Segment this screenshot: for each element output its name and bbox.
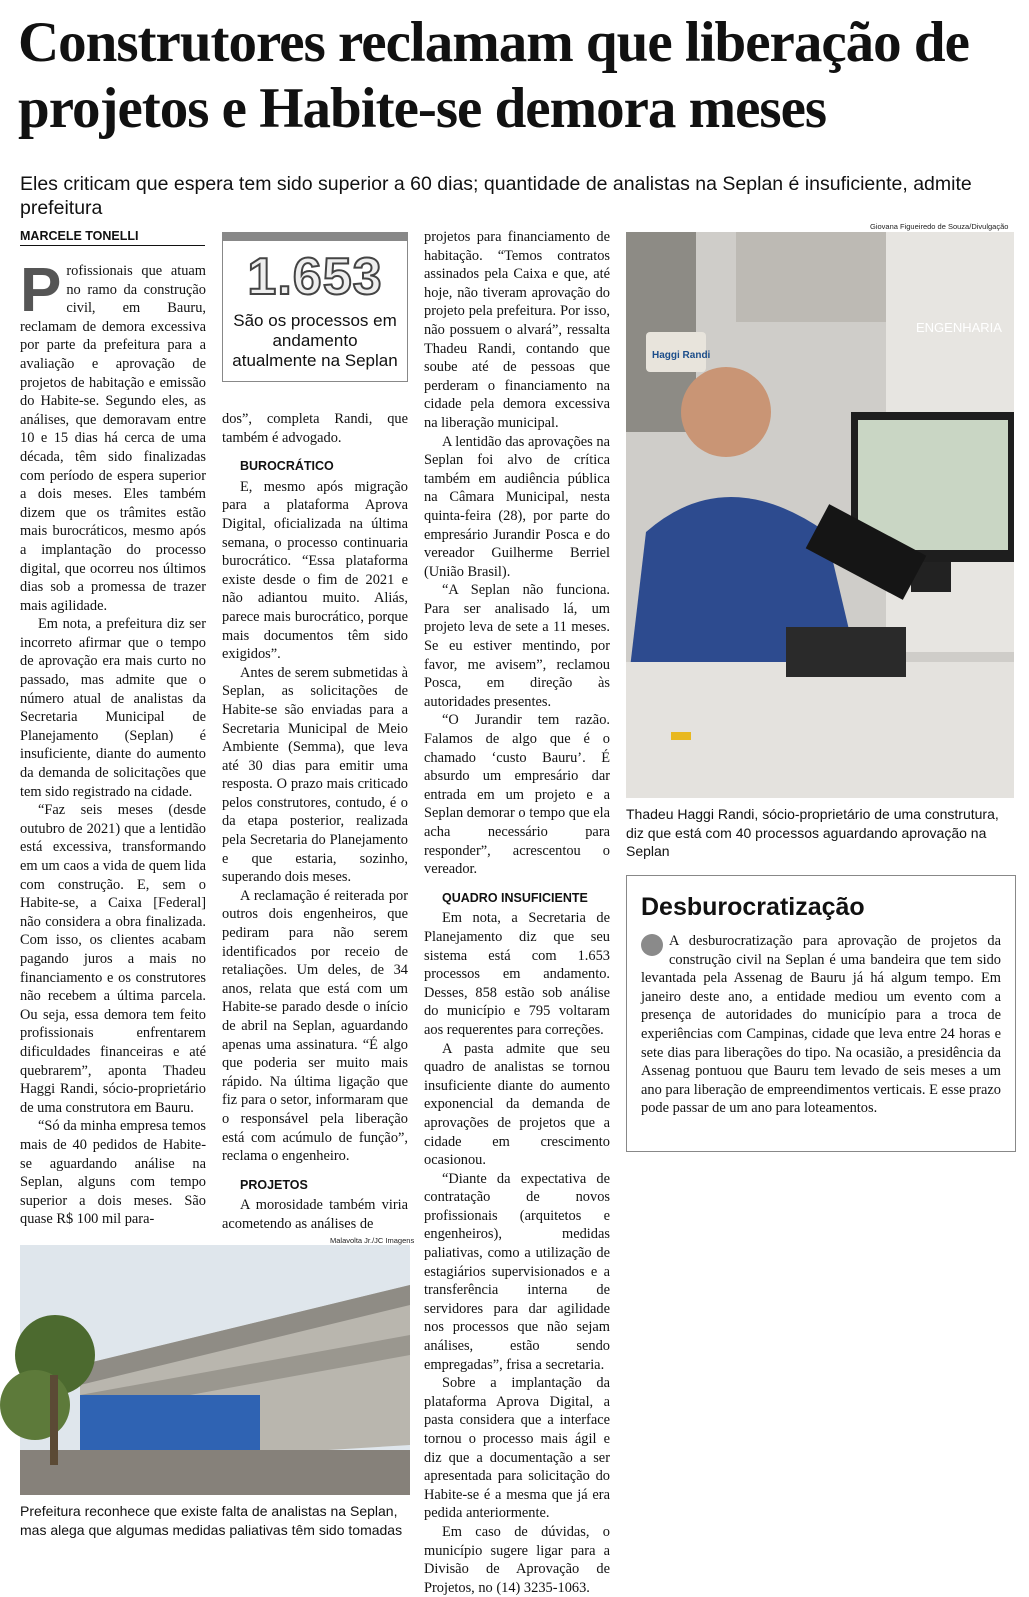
article-column-3 (424, 228, 610, 1597)
section-heading-projetos: PROJETOS (240, 1177, 308, 1192)
caption-top: Thadeu Haggi Randi, sócio-proprietário de uma construtura, diz que está com 40 processos aguardando aprovação na Seplan (626, 806, 999, 859)
byline: MARCELE TONELLI (20, 229, 205, 246)
photo-credit-top: Giovana Figueiredo de Souza/Divulgação (870, 222, 1009, 231)
stat-label: São os processos em andamento atualmente na Seplan (232, 311, 398, 370)
paragraph: A morosidade também viria acometendo as análises de (222, 1197, 408, 1232)
paragraph: Em caso de dúvidas, o município sugere ligar para a Divisão de Aprovação de Projetos, no (14) 3235-1063. (424, 1523, 610, 1596)
photo-engineer (626, 232, 1014, 798)
article-column-1 (20, 256, 206, 1229)
photo-building (20, 1245, 410, 1495)
paragraph: Sobre a implantação da plataforma Aprova Digital, a pasta considera que a interface tornou o processo mais ágil e diz que a documentação a ser apresentada para solicitação do Habite-se é a mesma que já era pedida anteriormente. (424, 1375, 610, 1522)
section-heading-quadro: QUADRO INSUFICIENTE (442, 890, 588, 905)
paragraph: Em nota, a Secretaria de Planejamento diz que seu sistema está com 1.653 processos em andamento. Desses, 858 estão sob análise do município e 795 voltaram aos requerentes para correções. (424, 910, 610, 1038)
paragraph: “Diante da expectativa de contratação de novos profissionais (arquitetos e engenheiros), medidas paliativas, como a utilização de estagiários supervisionados e a transferência interna de servidores para dar agilidade nos processos que não sejam análises, estão sendo empregadas”, frisa a secretaria. (424, 1170, 610, 1373)
paragraph: “Faz seis meses (desde outubro de 2021) que a lentidão está excessiva, transformando em um caos a vida de quem lida com construção. E, sem o Habite-se, a Caixa [Federal] não considera a obra finalizada. Com isso, os clientes acabam pagando juros a mais no financiamento e os construtores não recebem a última parcela. Ou seja, essa demora tem feito profissionais enfrentarem dificuldades financeiras e até quebrarem”, aponta Thadeu Haggi Randi, sócio-proprietário de uma construtora em Bauru. (20, 802, 206, 1116)
subheadline: Eles criticam que espera tem sido superior a 60 dias; quantidade de analistas na Seplan é insuficiente, admite prefeitura (20, 173, 972, 219)
paragraph: “Só da minha empresa temos mais de 40 pedidos de Habite-se aguardando análise na Seplan, alguns com tempo superior a dois meses. São quase R$ 100 mil para- (20, 1118, 206, 1228)
stat-box (222, 232, 408, 382)
stat-number: 1.653 (247, 248, 383, 306)
paragraph: dos”, completa Randi, que também é advogado. (222, 411, 408, 446)
paragraph: Profissionais que atuam no ramo da construção civil, em Bauru, reclamam de demora excessiva por parte da prefeitura para a avaliação e aprovação de projetos de habitação e emissão do Habite-se. Segundo eles, as análises, que demoravam entre 10 e 15 dias há cerca de uma década, têm sido finalizadas com período de espera superior a dois meses. Eles também dizem que os trâmites estão mais burocráticos, mesmo após a implantação do processo digital, que ocorreu nos últimos dias sob a promessa de trazer mais agilidade. (20, 256, 206, 614)
sidebar-text: A desburocratização para aprovação de projetos da construção civil na Seplan é uma bandeira que tem sido levantada pela Assenag de Bauru já há algum tempo. Em janeiro deste ano, a entidade mediou um evento com a presença de autoridades do município para a troca de experiências com Campinas, cidade que leva entre 24 horas e sete dias para liberações do tipo. Na ocasião, a presidência da Assenag pontuou que Bauru tem levado de seis meses a um ano para liberação de empreendimentos verticais. E esse prazo pode passar de um ano para loteamentos. (641, 933, 1001, 1117)
paragraph: E, mesmo após migração para a plataforma Aprova Digital, oficializada na última semana, o processo continuaria burocrático. “Essa plataforma existe desde o fim de 2021 e não adiantou muito. Aliás, parece mais burocrático, porque mais documentos têm sido exigidos”. (222, 478, 408, 663)
paragraph: Antes de serem submetidas à Seplan, as solicitações de Habite-se são enviadas para a Secretaria Municipal de Meio Ambiente (Semma), que leva até 30 dias para emitir uma resposta. O prazo mais criticado pelos construtores, contudo, é o da etapa posterior, realizada pela Secretaria do Planejamento e que estaria, sozinho, superando dois meses. (222, 664, 408, 886)
sidebar-title: Desburocratização (641, 893, 865, 921)
paragraph: “A Seplan não funciona. Para ser analisado lá, um projeto leva de sete a 11 meses. Se eu estiver mentindo, por favor, me avisem”, reclamou Posca, em direção às autoridades presentes. (424, 582, 610, 710)
dropcap: P (20, 256, 62, 325)
photo-credit-bottom: Malavolta Jr./JC Imagens (330, 1236, 415, 1245)
paragraph: A lentidão das aprovações na Seplan foi alvo de crítica também em audiência pública na Câmara Municipal, nesta quinta-feira (28), por parte do empresário Jurandir Posca e do vereador Guilherme Berriel (União Brasil). (424, 433, 610, 580)
headline: Construtores reclamam que liberação de projetos e Habite-se demora meses (18, 11, 969, 140)
sidebar-box (626, 875, 1016, 1152)
paragraph: “O Jurandir tem razão. Falamos de algo que é o chamado ‘custo Bauru’. É absurdo um empresário dar entrada em um projeto e a Seplan demorar o tempo que ela acha necessário para responder”, acrescentou o vereador. (424, 712, 610, 878)
paragraph: projetos para financiamento de habitação. “Temos contratos assinados pela Caixa e que, até hoje, não tiveram aprovação do projeto pela prefeitura. Por isso, não possuem o alvará”, ressalta Thadeu Randi, contando que soube até de pessoas que perderam o financiamento na cidade pela demora excessiva na liberação municipal. (424, 229, 610, 431)
caption-bottom: Prefeitura reconhece que existe falta de analistas na Seplan, mas alega que algumas medidas paliativas têm sido tomadas (20, 1503, 403, 1538)
paragraph: Em nota, a prefeitura diz ser incorreto afirmar que o tempo de aprovação era mais curto no passado, mas admite que o número atual de analistas da Secretaria Municipal de Planejamento (Seplan) é insuficiente, diante do aumento da demanda de solicitações que tem sido registrado na cidade. (20, 616, 206, 800)
wall-text: ENGENHARIA (916, 320, 1002, 335)
article-column-2 (222, 410, 408, 1234)
bullet-dot-icon (641, 934, 663, 956)
banner-text: Haggi Randi (652, 350, 711, 361)
section-heading-burocratico: BUROCRÁTICO (240, 459, 334, 474)
paragraph: A pasta admite que seu quadro de analistas se tornou insuficiente diante do aumento exponencial da demanda de aprovações de projetos que a cidade em crescimento ocasionou. (424, 1040, 610, 1169)
paragraph: A reclamação é reiterada por outros dois engenheiros, que pediram para não serem identificados por receio de retaliações. Um deles, de 34 anos, relata que está com um Habite-se parado desde o início de abril na Seplan, aguardando apenas uma assinatura. “É algo que poderia ser muito mais rápido. Na última ligação que fiz para o setor, informaram que o responsável pela liberação está com acúmulo de função”, reclama o engenheiro. (222, 887, 408, 1165)
